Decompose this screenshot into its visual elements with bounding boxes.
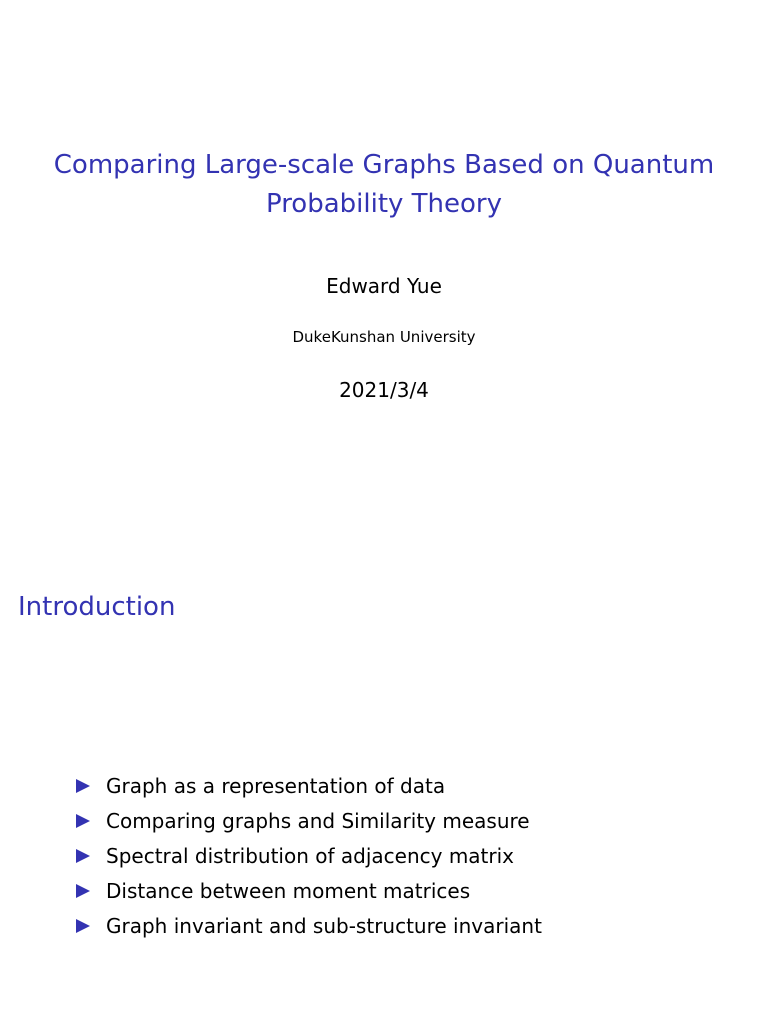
triangle-right-icon (76, 884, 90, 898)
presentation-title: Comparing Large-scale Graphs Based on Quantum Probability Theory (53, 150, 715, 219)
list-item-text: Spectral distribution of adjacency matrix (106, 843, 515, 868)
list-item (76, 838, 542, 873)
introduction-slide (0, 520, 768, 1024)
bullet-list (76, 768, 542, 943)
triangle-right-icon (76, 919, 90, 933)
triangle-right-icon (76, 814, 90, 828)
author-name: Edward Yue (326, 274, 442, 298)
list-item (76, 768, 542, 803)
triangle-right-icon (76, 849, 90, 863)
list-item-text: Graph invariant and sub-structure invariant (106, 913, 542, 938)
list-item-text: Graph as a representation of data (106, 773, 446, 798)
presentation-date: 2021/3/4 (339, 378, 429, 402)
triangle-right-icon (76, 779, 90, 793)
list-item (76, 908, 542, 943)
list-item-text: Distance between moment matrices (106, 878, 471, 903)
institute-name: DukeKunshan University (292, 328, 476, 346)
list-item-text: Comparing graphs and Similarity measure (106, 808, 530, 833)
list-item (76, 803, 542, 838)
frame-title: Introduction (18, 592, 176, 622)
list-item (76, 873, 542, 908)
